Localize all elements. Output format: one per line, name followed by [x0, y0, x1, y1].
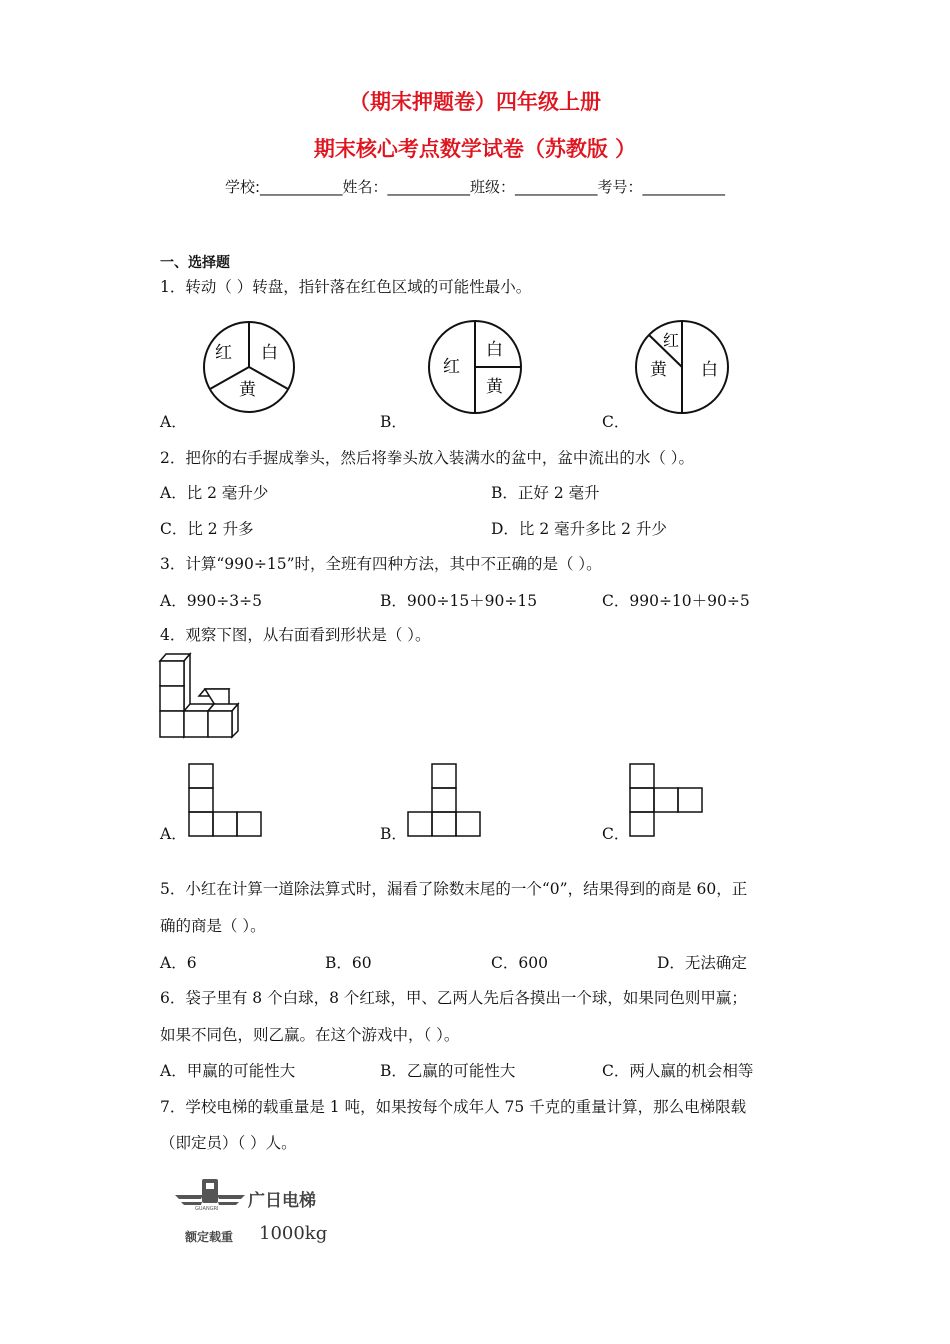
title-line-2: 期末核心考点数学试卷（苏教版 ）	[313, 137, 637, 161]
q1-a-white-label: 白	[261, 343, 278, 363]
q4-option-c-figure	[628, 762, 706, 838]
q1-c-yellow-label: 黄	[650, 360, 667, 380]
q5-option-c: C．600	[491, 954, 548, 972]
q1-c-red-label: 红	[663, 331, 680, 350]
q3-option-a: A．990÷3÷5	[160, 592, 262, 610]
q3-stem: 3．计算“990÷15”时，全班有四种方法，其中不正确的是（ ）。	[160, 555, 602, 573]
q5-stem-line-1: 5．小红在计算一道除法算式时，漏看了除数末尾的一个“0”，结果得到的商是 60，正	[160, 880, 748, 898]
q1-option-c-label: C．	[602, 413, 630, 431]
q1-option-a-label: A．	[160, 413, 187, 431]
guangri-logo-icon	[175, 1175, 245, 1211]
q2-option-c: C．比 2 升多	[160, 520, 254, 538]
q2-stem: 2．把你的右手握成拳头，然后将拳头放入装满水的盆中，盆中流出的水（ ）。	[160, 449, 695, 467]
title-line-1: （期末押题卷）四年级上册	[349, 90, 601, 114]
q1-b-yellow-label: 黄	[486, 377, 503, 397]
q4-option-b-label: B．	[380, 825, 407, 843]
q2-option-b: B．正好 2 毫升	[491, 484, 600, 502]
q1-a-yellow-label: 黄	[239, 380, 256, 400]
rated-load-label: 额定载重	[185, 1230, 234, 1244]
logo-brand-text: 广日电梯	[248, 1191, 316, 1211]
q1-b-red-label: 红	[443, 357, 460, 377]
q4-option-c-label: C．	[602, 825, 630, 843]
q5-option-a: A．6	[160, 954, 197, 972]
q3-option-c: C．990÷10＋90÷5	[602, 592, 750, 610]
q1-wheel-c	[630, 317, 740, 417]
q4-option-a-figure	[187, 762, 265, 838]
q1-stem: 1．转动（ ）转盘，指针落在红色区域的可能性最小。	[160, 278, 532, 296]
q6-option-b: B．乙赢的可能性大	[380, 1062, 516, 1080]
q1-a-red-label: 红	[215, 343, 232, 363]
q2-option-a: A．比 2 毫升少	[160, 484, 269, 502]
q4-cube-figure	[155, 651, 250, 743]
q5-stem-line-2: 确的商是（ ）。	[160, 917, 266, 935]
q1-c-white-label: 白	[701, 360, 718, 380]
student-info-line: 学校:___________姓名：___________班级：___________考号：___________	[224, 178, 726, 196]
q5-option-b: B．60	[325, 954, 372, 972]
q6-option-a: A．甲赢的可能性大	[160, 1062, 296, 1080]
q4-option-a-label: A．	[160, 825, 187, 843]
q3-option-b: B．900÷15＋90÷15	[380, 592, 538, 610]
q1-option-b-label: B．	[380, 413, 407, 431]
q7-stem-line-1: 7．学校电梯的载重量是 1 吨，如果按每个成年人 75 千克的重量计算，那么电梯限载	[160, 1098, 747, 1116]
q2-option-d: D．比 2 毫升多比 2 升少	[491, 520, 667, 538]
q1-b-white-label: 白	[486, 340, 503, 360]
q4-stem: 4．观察下图，从右面看到形状是（ ）。	[160, 626, 431, 644]
logo-sub-text: GUANGRI	[195, 1206, 219, 1211]
q1-wheel-b	[422, 317, 532, 417]
q4-option-b-figure	[406, 762, 484, 838]
section-heading: 一、选择题	[160, 255, 230, 271]
q6-stem-line-2: 如果不同色，则乙赢。在这个游戏中，（ ）。	[160, 1026, 460, 1044]
rated-load-value: 1000kg	[259, 1223, 328, 1244]
q6-option-c: C．两人赢的机会相等	[602, 1062, 754, 1080]
q1-wheel-a	[195, 317, 305, 417]
q7-stem-line-2: （即定员）（ ）人。	[160, 1134, 297, 1152]
q6-stem-line-1: 6．袋子里有 8 个白球，8 个红球，甲、乙两人先后各摸出一个球，如果同色则甲赢；	[160, 989, 747, 1007]
q5-option-d: D．无法确定	[657, 954, 747, 972]
